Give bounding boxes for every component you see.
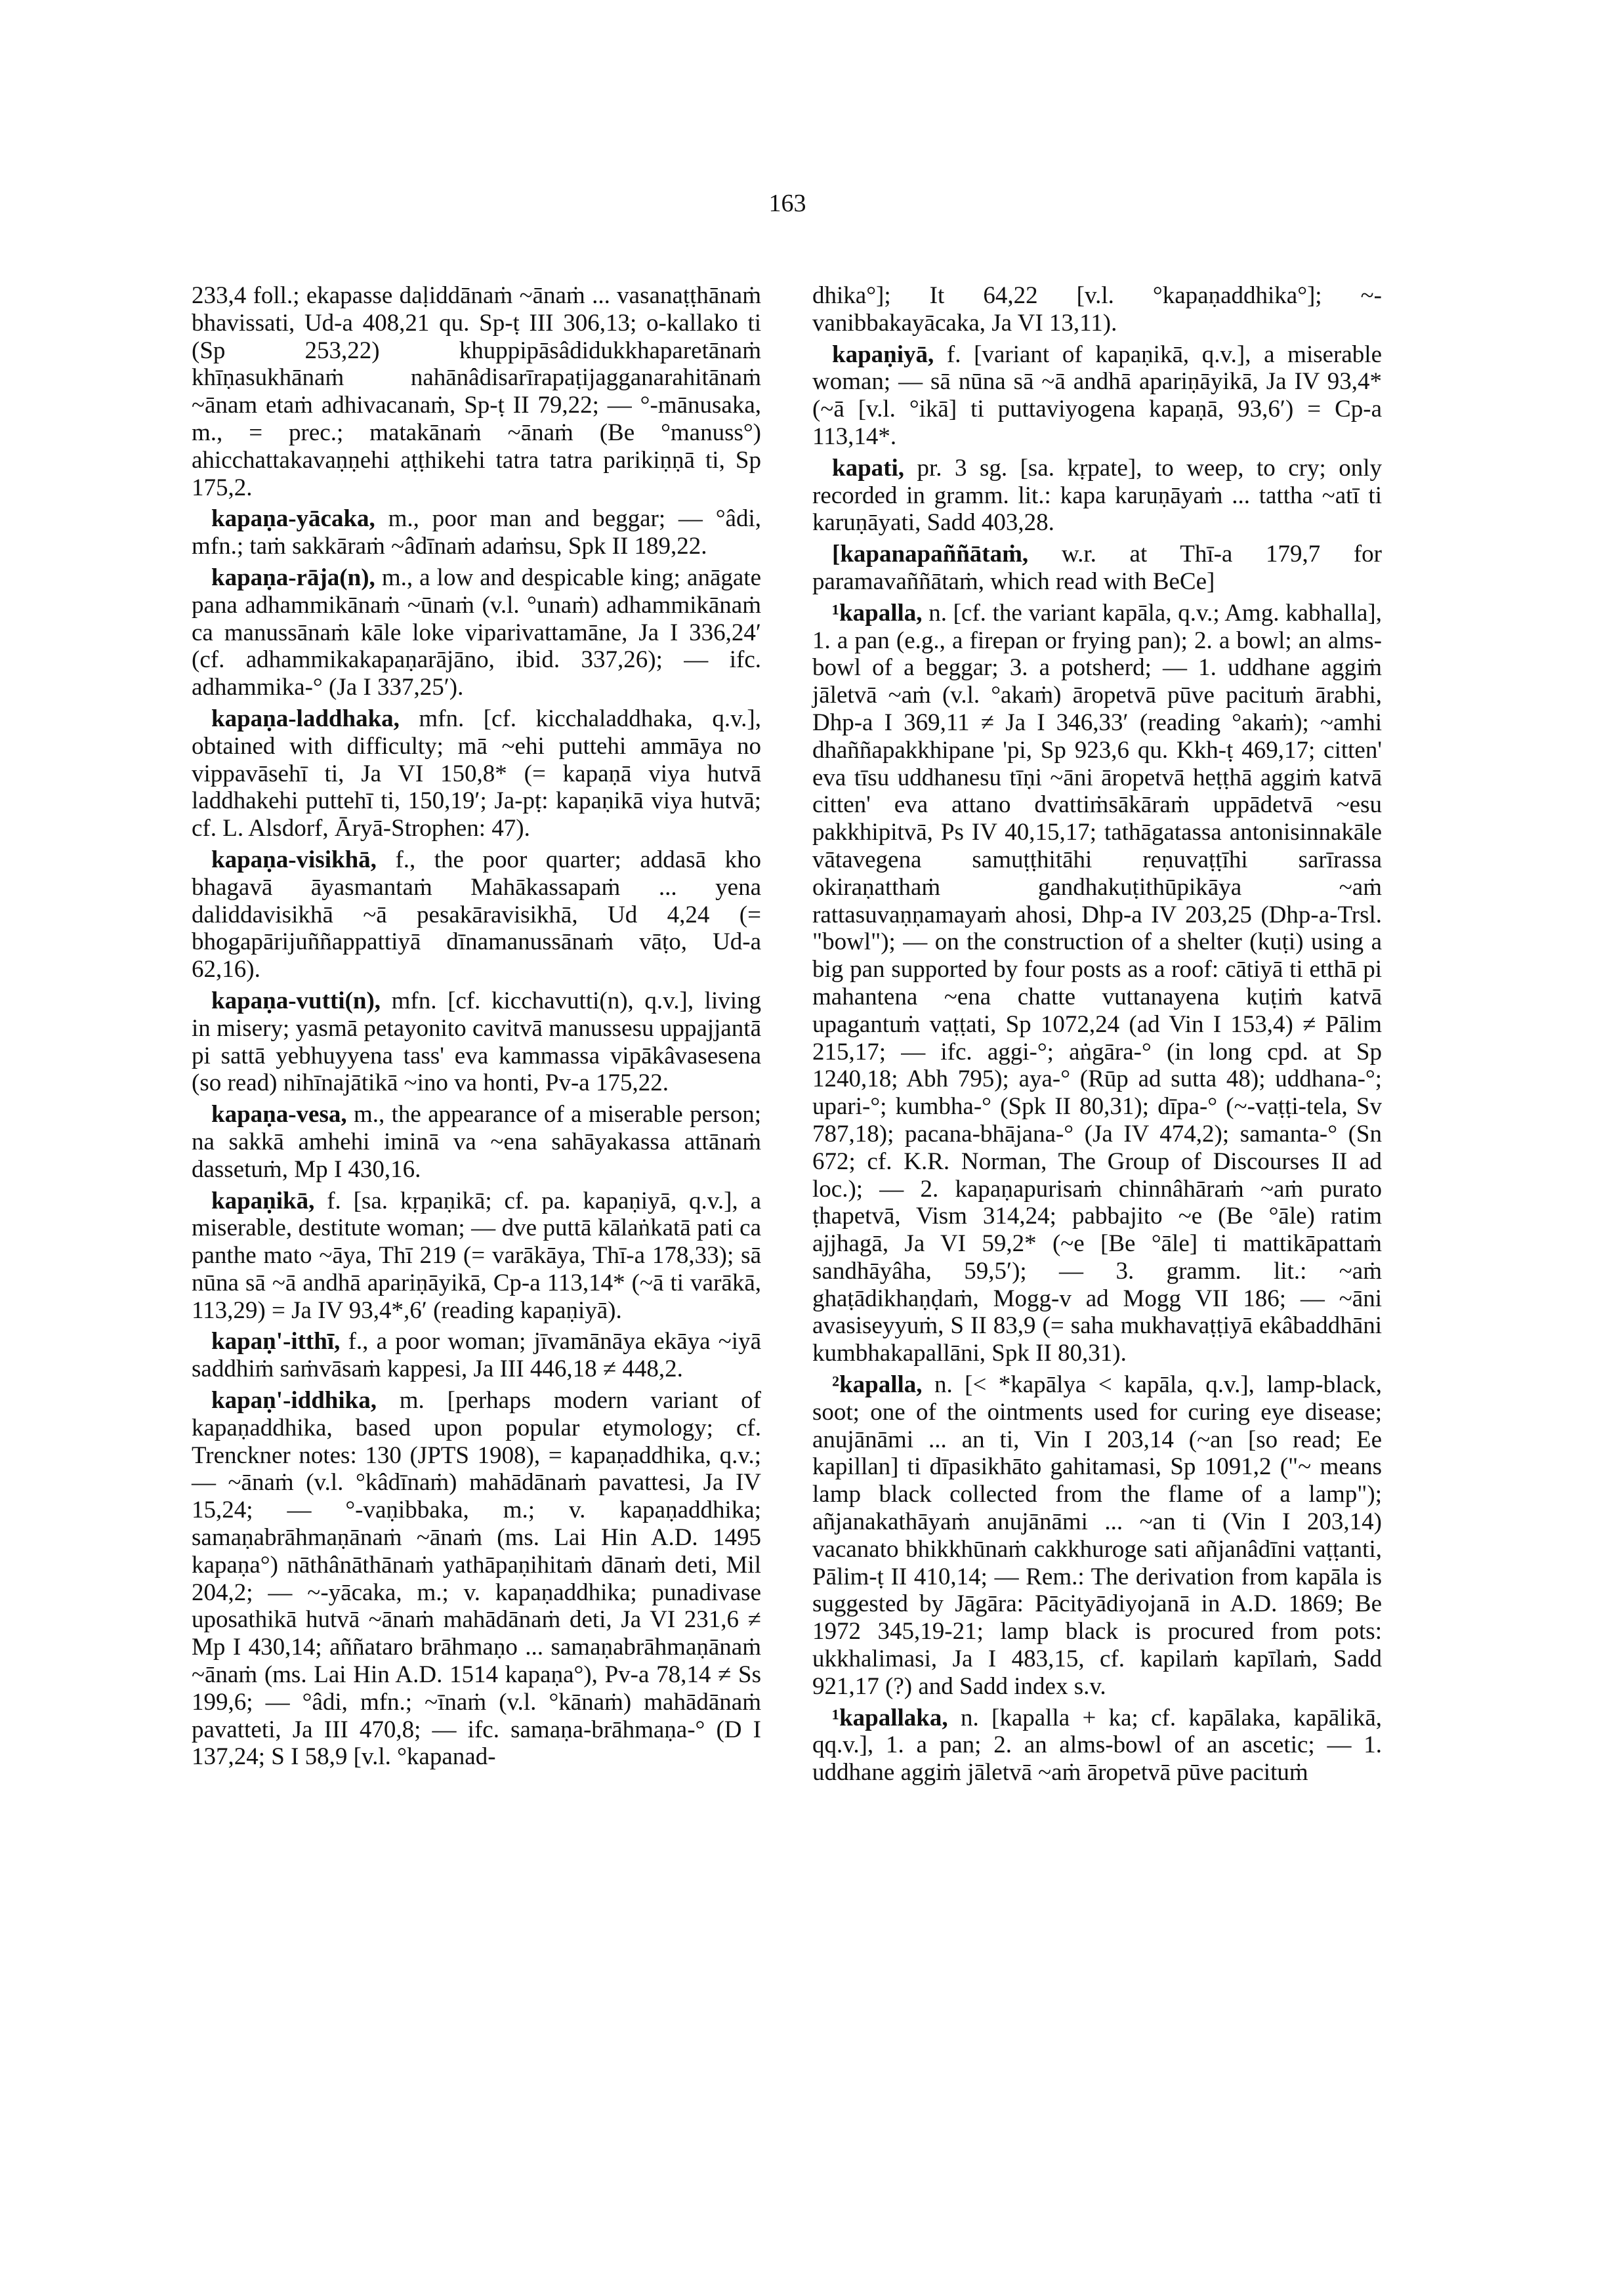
dictionary-entry — [812, 600, 1382, 1367]
entry-body: m. [perhaps modern variant of kapaṇaddhika, based upon popular etymology; cf. Trenckner notes: 130 (JPTS 1908), = kapaṇaddhika, q.v.; — ~ānaṁ (v.l. °kâdīnaṁ) mahādānaṁ pavattesi, Ja IV 15,24; — °-vaṇibbaka, m.; v. kapaṇaddhika; samaṇabrāhmaṇānaṁ ~ānaṁ (ms. Lai Hin A.D. 1495 kapaṇa°) nāthânāthānaṁ yathāpaṇihitaṁ dānaṁ deti, Mil 204,2; — ~-yācaka, m.; v. kapaṇaddhika; punadivase uposathikā hutvā ~ānaṁ mahādānaṁ deti, Ja VI 231,6 ≠ Mp I 430,14; aññataro brāhmaṇo ... samaṇabrāhmaṇānaṁ ~ānaṁ (ms. Lai Hin A.D. 1514 kapaṇa°), Pv-a 78,14 ≠ Ss 199,6; — °âdi, mfn.; ~īnaṁ (v.l. °kānaṁ) mahādānaṁ pavatteti, Ja III 470,8; — ifc. samaṇa-brāhmaṇa-° (D I 137,24; S I 58,9 [v.l. °kapanad- — [192, 1387, 761, 1771]
dictionary-entry — [192, 987, 761, 1097]
entry-headword: kapaṇiyā, — [832, 341, 934, 368]
entry-body: f. [variant of kapaṇikā, q.v.], a miserable woman; — sā nūna sā ~ā andhā apariṇāyikā, Ja IV 93,4* (~ā [v.l. °ikā] ti puttaviyogena kapaṇā, 93,6′) = Cp-a 113,14*. — [812, 341, 1382, 450]
dictionary-entry — [812, 1371, 1382, 1701]
dictionary-entry — [192, 1101, 761, 1183]
entry-body: n. [kapalla + ka; cf. kapālaka, kapālikā, qq.v.], 1. a pan; 2. an alms-bowl of an ascetic; — 1. uddhane aggiṁ jāletvā ~aṁ āropetvā pūve pacituṁ — [812, 1704, 1383, 1787]
dictionary-entry — [812, 1705, 1382, 1787]
dictionary-entry — [192, 1328, 761, 1383]
entry-body: dhika°]; It 64,22 [v.l. °kapaṇaddhika°]; ~-vanibbakayācaka, Ja VI 13,11). — [812, 282, 1382, 337]
entry-headword: [kapanapaññātaṁ, — [832, 541, 1029, 568]
dictionary-entry — [812, 541, 1382, 596]
dictionary-entry — [192, 564, 761, 701]
entry-body: w.r. at Thī-a 179,7 for paramavaññātaṁ, which read with BeCe] — [812, 541, 1383, 595]
entry-headword: kapaṇ'-itthī, — [211, 1328, 341, 1355]
page-number: 163 — [768, 190, 806, 217]
entry-headword: kapaṇa-vesa, — [211, 1101, 347, 1128]
entry-headword: kapaṇa-vutti(n), — [211, 987, 381, 1014]
entry-body: m., poor man and beggar; — °âdi, mfn.; taṁ sakkāraṁ ~âdīnaṁ adaṁsu, Spk II 189,22. — [192, 505, 762, 560]
dictionary-entry — [812, 341, 1382, 451]
dictionary-entry — [192, 282, 761, 501]
entry-body: f., a poor woman; jīvamānāya ekāya ~iyā saddhiṁ saṁvāsaṁ kappesi, Ja III 446,18 ≠ 448,2. — [192, 1328, 761, 1383]
dictionary-entry — [812, 282, 1382, 337]
left-column — [192, 282, 761, 1775]
entry-body: mfn. [cf. kicchavutti(n), q.v.], living in misery; yasmā petayonito cavitvā manussesu uppajjantā pi sattā yebhuyyena tass' eva kammassa vipākâvasesena (so read) nihīnajātikā ~ino va honti, Pv-a 175,22. — [192, 987, 762, 1097]
entry-headword: ¹kapallaka, — [832, 1704, 948, 1731]
entry-headword: kapaṇa-yācaka, — [211, 505, 375, 533]
entry-body: f. [sa. kṛpaṇikā; cf. pa. kapaṇiyā, q.v.], a miserable, destitute woman; — dve puttā kālaṅkatā pati ca panthe mato ~āya, Thī 219 (= varākāya, Thī-a 178,33); sā nūna sā ~ā andhā apariṇāyikā, Cp-a 113,14* (~ā ti varākā, 113,29) = Ja IV 93,4*,6′ (reading kapaṇiyā). — [192, 1187, 762, 1324]
entry-headword: kapaṇa-rāja(n), — [211, 564, 375, 591]
dictionary-entry — [192, 705, 761, 842]
entry-body: mfn. [cf. kicchaladdhaka, q.v.], obtained with difficulty; mā ~ehi puttehi ammāya no vippavāsehī ti, Ja VI 150,8* (= kapaṇā viya hutvā laddhakehi puttehī ti, 150,19′; Ja-pṭ: kapaṇikā viya hutvā; cf. L. Alsdorf, Āryā-Strophen: 47). — [192, 705, 761, 842]
entry-headword: ¹kapalla, — [832, 599, 923, 627]
dictionary-entry — [812, 455, 1382, 537]
entry-body: f., the poor quarter; addasā kho bhagavā āyasmantaṁ Mahākassapaṁ ... yena daliddavisikhā ~ā pesakāravisikhā, Ud 4,24 (= bhogapārijuññappattiyā dīnamanussānaṁ vāṭo, Ud-a 62,16). — [192, 846, 762, 983]
entry-headword: kapaṇa-visikhā, — [211, 846, 377, 873]
entry-headword: kapati, — [832, 454, 905, 482]
entry-body: n. [< *kapālya < kapāla, q.v.], lamp-black, soot; one of the ointments used for curing eye disease; anujānāmi ... an ti, Vin I 203,14 (~an [so read; Ee kapillan] ti dīpasikhāto gahitamasi, Sp 1091,2 ("~ means lamp black collected from the flame of a lamp"); añjanakathāyaṁ anujānāmi ... ~an ti (Vin I 203,14) vacanato bhikkhūnaṁ cakkhuroge sati añjanâdīni vaṭṭanti, Pālim-ṭ II 410,14; — Rem.: The derivation from kapāla is suggested by Jāgāra: Pācityādiyojanā in A.D. 1869; Be 1972 345,19-21; lamp black is procured from pots: ukkhalimasi, Ja I 483,15, cf. kapilaṁ kapīlaṁ, Sadd 921,17 (?) and Sadd index s.v. — [812, 1371, 1382, 1700]
dictionary-entry — [192, 1188, 761, 1325]
entry-body: pr. 3 sg. [sa. kṛpate], to weep, to cry; only recorded in gramm. lit.: kapa karuṇāyaṁ ... tattha ~atī ti karuṇāyati, Sadd 403,28. — [812, 454, 1382, 537]
dictionary-entry — [192, 505, 761, 560]
entry-body: 233,4 foll.; ekapasse daḷiddānaṁ ~ānaṁ ... vasanaṭṭhānaṁ bhavissati, Ud-a 408,21 qu. Sp-ṭ III 306,13; o-kallako ti (Sp 253,22) khuppipāsâdidukkhaparetānaṁ khīṇasukhānaṁ nahānâdisarīrapaṭijagganarahitānaṁ ~ānam etaṁ adhivacanaṁ, Sp-ṭ II 79,22; — °-mānusaka, m., = prec.; matakānaṁ ~ānaṁ (Be °manuss°) ahicchattakavaṇṇehi aṭṭhikehi tatra tatra parikiṇṇā ti, Sp 175,2. — [192, 282, 761, 501]
right-column — [812, 282, 1382, 1790]
entry-body: m., a low and despicable king; anāgate pana adhammikānaṁ ~ūnaṁ (v.l. °unaṁ) adhammikānaṁ ca manussānaṁ kāle loke viparivattamāne, Ja I 336,24′ (cf. adhammikakapaṇarājāno, ibid. 337,26); — ifc. adhammika-° (Ja I 337,25′). — [192, 564, 761, 701]
entry-body: m., the appearance of a miserable person; na sakkā amhehi iminā va ~ena sahāyakassa attānaṁ dassetuṁ, Mp I 430,16. — [192, 1101, 761, 1183]
dictionary-entry — [192, 1387, 761, 1771]
entry-headword: kapaṇ'-iddhika, — [211, 1387, 377, 1415]
entry-headword: kapaṇa-laddhaka, — [211, 705, 400, 732]
entry-headword: kapaṇikā, — [211, 1187, 315, 1214]
entry-body: n. [cf. the variant kapāla, q.v.; Amg. kabhalla], 1. a pan (e.g., a firepan or frying pan); 2. a bowl; an alms-bowl of a beggar; 3. a potsherd; — 1. uddhane aggiṁ jāletvā ~aṁ (v.l. °akaṁ) āropetvā pūve pacituṁ ārabhi, Dhp-a I 369,11 ≠ Ja I 346,33′ (reading °akaṁ); ~amhi dhaññapakkhipane 'pi, Sp 923,6 qu. Kkh-ṭ 469,17; citten' eva tīsu uddhanesu tīṇi ~āni āropetvā heṭṭhā aggiṁ katvā citten' eva attano dvattiṁsākāraṁ uppādetvā ~esu pakkhipitvā, Ps IV 40,15,17; tathāgatassa antonisinnakāle vātavegena samuṭṭhitāhi reṇuvaṭṭīhi sarīrassa okiraṇatthaṁ gandhakuṭithūpikāya ~aṁ rattasuvaṇṇamayaṁ ahosi, Dhp-a IV 203,25 (Dhp-a-Trsl. "bowl"); — on the construction of a shelter (kuṭi) using a big pan supported by four posts as a roof: cātiyā ti etthā pi mahantena ~ena chatte vuttanayena kuṭiṁ katvā upagantuṁ vaṭṭati, Sp 1072,24 (ad Vin I 153,4) ≠ Pālim 215,17; — ifc. aggi-°; aṅgāra-° (in long cpd. at Sp 1240,18; Abh 795); aya-° (Rūp ad sutta 48); uddhana-°; upari-°; kumbha-° (Spk II 80,31); dīpa-° (~-vaṭṭi-tela, Sv 787,18); pacana-bhājana-° (Ja IV 474,2); samanta-° (Sn 672; cf. K.R. Norman, The Group of Discourses II ad loc.); — 2. kapaṇapurisaṁ chinnâhāraṁ ~aṁ purato ṭhapetvā, Vism 314,24; pabbajito ~e (Be °āle) ratim ajjhagā, Ja VI 59,2* (~e [Be °āle] ti mattikāpattaṁ sandhāyâha, 59,5′); — 3. gramm. lit.: ~aṁ ghaṭādikhaṇḍaṁ, Mogg-v ad Mogg VII 186; — ~āni avasiseyyuṁ, S II 83,9 (= saha mukhavaṭṭiyā ekâbaddhāni kumbhakapallāni, Spk II 80,31). — [812, 599, 1383, 1367]
entry-headword: ²kapalla, — [832, 1371, 923, 1399]
dictionary-entry — [192, 846, 761, 983]
